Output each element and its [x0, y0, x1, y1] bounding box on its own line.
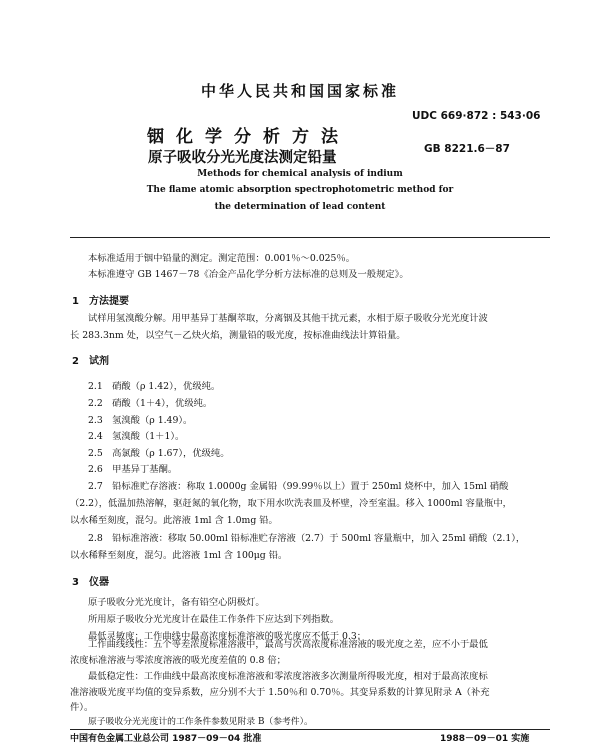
effective-date: 1988－09－01 实施	[440, 734, 530, 744]
header-divider	[70, 237, 550, 238]
instrument-text: 件）。	[70, 702, 94, 713]
document-title: 铟化学分析方法	[147, 127, 350, 147]
section-1-text: 试样用氢溴酸分解。用甲基异丁基酮萃取，分离铟及其他干扰元素，水相于原子吸收分光光度计波	[88, 313, 488, 324]
instrument-text: 最低稳定性：工作曲线中最高浓度标准溶液和零浓度溶液多次测量所得吸光度，相对于最高浓度标	[88, 671, 488, 682]
reagent-item: 2.3 氢溴酸（ρ 1.49）。	[88, 415, 193, 426]
udc-code: UDC 669·872 : 543·06	[412, 110, 541, 122]
reagent-item: 2.1 硝酸（ρ 1.42），优级纯。	[88, 381, 221, 392]
instrument-text: 准溶液吸光度平均值的变异系数，应分别不大于 1.50％和 0.70％。其变异系数的计算见附录 A（补充	[70, 687, 490, 698]
reagent-item: 2.6 甲基异丁基酮。	[88, 464, 178, 475]
instrument-text: 原子吸收分光光度计，备有铅空心阴极灯。	[88, 597, 265, 608]
english-title-line: the determination of lead content	[214, 202, 386, 212]
compliance-text: 本标准遵守 GB 1467－78《冶金产品化学分析方法标准的总则及一般规定》。	[88, 269, 409, 280]
instrument-text: 最低灵敏度：工作曲线中最高浓度标准溶液的吸光度应不低于 0.3；	[88, 631, 367, 642]
footer-divider	[70, 729, 550, 730]
instrument-text: 浓度标准溶液与零浓度溶液的吸光度差值的 0.8 倍；	[70, 655, 286, 666]
section-1-text: 长 283.3nm 处，以空气－乙炔火焰，测量铅的吸光度，按标准曲线法计算铅量。	[70, 330, 406, 341]
reagent-item: 2.4 氢溴酸（1＋1）。	[88, 431, 185, 442]
document-subtitle: 原子吸收分光光度法测定铅量	[148, 150, 337, 166]
section-1-heading: 1 方法提要	[72, 296, 129, 307]
reagent-item: （2.2），低温加热溶解，驱赶氮的氧化物，取下用水吹洗表皿及杯壁，冷至室温。移入 1000ml 容量瓶中，	[70, 498, 512, 509]
section-2-heading: 2 试剂	[72, 356, 109, 367]
section-3-heading: 3 仪器	[72, 577, 109, 588]
english-title-line: The flame atomic absorption spectrophotometric method for	[146, 185, 454, 195]
reagent-item: 2.2 硝酸（1＋4），优级纯。	[88, 398, 213, 409]
instrument-text: 工作曲线线性：五个等差浓度标准溶液中，最高与次高浓度标准溶液的吸光度之差，应不小于最低	[88, 639, 488, 650]
reagent-item: 2.8 铅标准溶液：移取 50.00ml 铅标准贮存溶液（2.7）于 500ml 容量瓶中，加入 25ml 硝酸（2.1），	[88, 533, 526, 544]
scope-text: 本标准适用于铟中铅量的测定。测定范围：0.001％～0.025％。	[88, 253, 356, 264]
reagent-item: 2.7 铅标准贮存溶液：称取 1.0000g 金属铅（99.99％以上）置于 250ml 烧杯中，加入 15ml 硝酸	[88, 481, 509, 492]
reagent-item: 以水稀至刻度，混匀。此溶液 1ml 含 1.0mg 铅。	[70, 515, 278, 526]
instrument-text: 原子吸收分光光度计的工作条件参数见附录 B（参考件）。	[88, 717, 313, 727]
national-standard-heading: 中华人民共和国国家标准	[200, 82, 399, 100]
english-title-line: Methods for chemical analysis of indium	[197, 169, 403, 179]
reagent-item: 2.5 高氯酸（ρ 1.67），优级纯。	[88, 448, 230, 459]
instrument-text: 所用原子吸收分光光度计在最佳工作条件下应达到下列指数。	[88, 614, 340, 625]
approval-text: 中国有色金属工业总公司 1987－09－04 批准	[70, 734, 262, 744]
gb-number: GB 8221.6－87	[424, 143, 510, 155]
reagent-item: 以水稀释至刻度，混匀。此溶液 1ml 含 100μg 铅。	[70, 550, 288, 561]
